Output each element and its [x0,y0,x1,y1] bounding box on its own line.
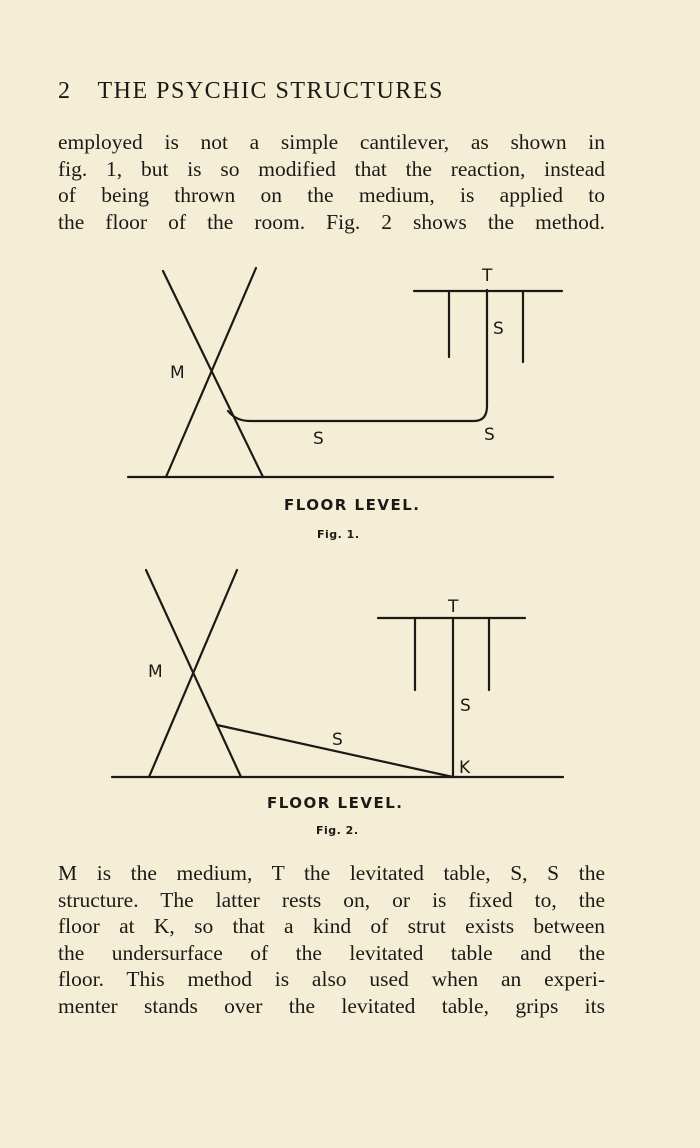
text-line: employed is not a simple cantilever, as shown in [58,130,605,154]
floor-level-label: FLOOR LEVEL. [267,794,404,812]
text-line: the undersurface of the levitated table and the [58,940,605,965]
figure-2 [0,560,700,845]
label-s-vertical: S [460,696,471,716]
text-line: the floor of the room. Fig. 2 shows the method. [58,209,605,234]
text-line: floor at K, so that a kind of strut exists between [58,914,605,938]
running-title: THE PSYCHIC STRUCTURES [97,78,444,104]
label-t: T [482,266,493,286]
page-header [58,78,618,105]
text-line: structure. The latter rests on, or is fixed to, the [58,887,605,912]
label-k: K [459,758,471,778]
paragraph-intro [58,129,605,235]
label-s-corner: S [484,425,495,445]
paragraph-explanation [58,860,605,1019]
page-number: 2 [58,78,72,104]
text-line: M is the medium, T the levitated table, S, S the [58,861,605,885]
text-line: menter stands over the levitated table, grips its [58,993,605,1018]
label-s-vertical: S [493,319,504,339]
text-line: of being thrown on the medium, is applied to [58,183,605,207]
text-line: floor. This method is also used when an experi- [58,967,605,991]
figure-1 [0,255,700,545]
label-s-horizontal: S [313,429,324,449]
label-m: M [148,662,163,682]
label-s-diagonal: S [332,730,343,750]
figure-caption: Fig. 2. [316,824,359,837]
label-m: M [170,363,185,383]
label-t: T [448,597,459,617]
figure-caption: Fig. 1. [317,528,360,541]
floor-level-label: FLOOR LEVEL. [284,496,421,514]
text-line: fig. 1, but is so modified that the reaction, instead [58,156,605,181]
